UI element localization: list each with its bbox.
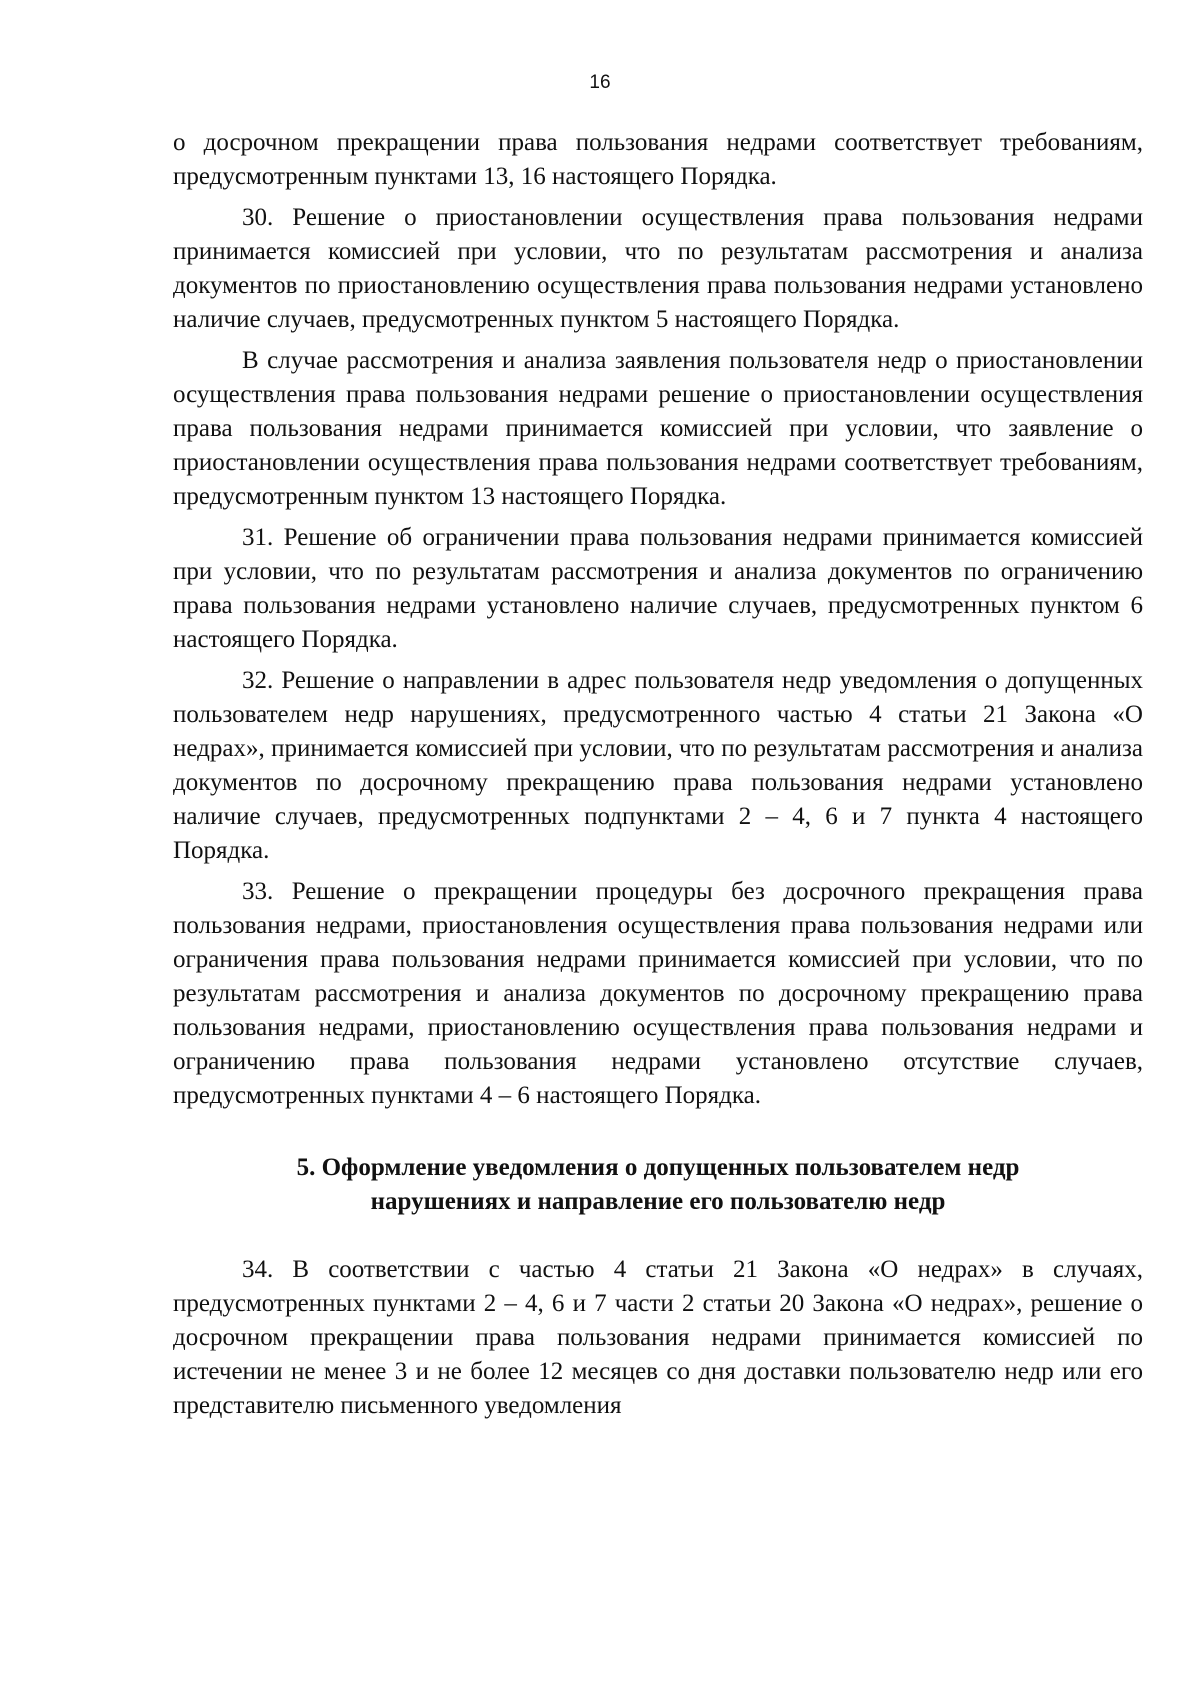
paragraph-32: 32. Решение о направлении в адрес пользователя недр уведомления о допущенных пользователем недр нарушениях, предусмотренного частью 4 статьи 21 Закона «О недрах», принимается комиссией при условии, что по результатам рассмотрения и анализа документов по досрочному прекращению права пользования недрами установлено наличие случаев, предусмотренных подпунктами 2 – 4, 6 и 7 пункта 4 настоящего Порядка. <box>173 667 1143 864</box>
page-number: 16 <box>589 72 611 93</box>
document-body <box>173 126 1143 1423</box>
paragraph-30: 30. Решение о приостановлении осуществления права пользования недрами принимается комиссией при условии, что по результатам рассмотрения и анализа документов по приостановлению осуществления права пользования недрами установлено наличие случаев, предусмотренных пунктом 5 настоящего Порядка. <box>173 204 1143 333</box>
section-5-heading-line-1: 5. Оформление уведомления о допущенных пользователем недр <box>296 1154 1020 1181</box>
paragraph-33: 33. Решение о прекращении процедуры без досрочного прекращения права пользования недрами, приостановления осуществления права пользования недрами или ограничения права пользования недрами принимается комиссией при условии, что по результатам рассмотрения и анализа документов по досрочному прекращению права пользования недрами, приостановлению осуществления права пользования недрами и ограничению права пользования недрами установлено отсутствие случаев, предусмотренных пунктами 4 – 6 настоящего Порядка. <box>173 878 1143 1109</box>
section-5-heading <box>173 1151 1143 1219</box>
paragraph-30-second: В случае рассмотрения и анализа заявления пользователя недр о приостановлении осуществления права пользования недрами решение о приостановлении осуществления права пользования недрами принимается комиссией при условии, что заявление о приостановлении осуществления права пользования недрами соответствует требованиям, предусмотренным пунктом 13 настоящего Порядка. <box>173 347 1143 510</box>
paragraph-gap <box>173 657 1143 664</box>
paragraph-gap <box>173 868 1143 875</box>
paragraph-continuation: о досрочном прекращении права пользования недрами соответствует требованиям, предусмотренным пунктами 13, 16 настоящего Порядка. <box>173 129 1143 190</box>
paragraph-gap <box>173 514 1143 521</box>
paragraph-34: 34. В соответствии с частью 4 статьи 21 Закона «О недрах» в случаях, предусмотренных пунктами 2 – 4, 6 и 7 части 2 статьи 20 Закона «О недрах», решение о досрочном прекращении права пользования недрами принимается комиссией по истечении не менее 3 и не более 12 месяцев со дня доставки пользователю недр или его представителю письменного уведомления <box>173 1256 1143 1419</box>
paragraph-gap <box>173 194 1143 201</box>
paragraph-31: 31. Решение об ограничении права пользования недрами принимается комиссией при условии, что по результатам рассмотрения и анализа документов по ограничению права пользования недрами установлено наличие случаев, предусмотренных пунктом 6 настоящего Порядка. <box>173 524 1143 653</box>
paragraph-gap <box>173 337 1143 344</box>
section-5-heading-line-2: нарушениях и направление его пользователю недр <box>370 1188 946 1215</box>
